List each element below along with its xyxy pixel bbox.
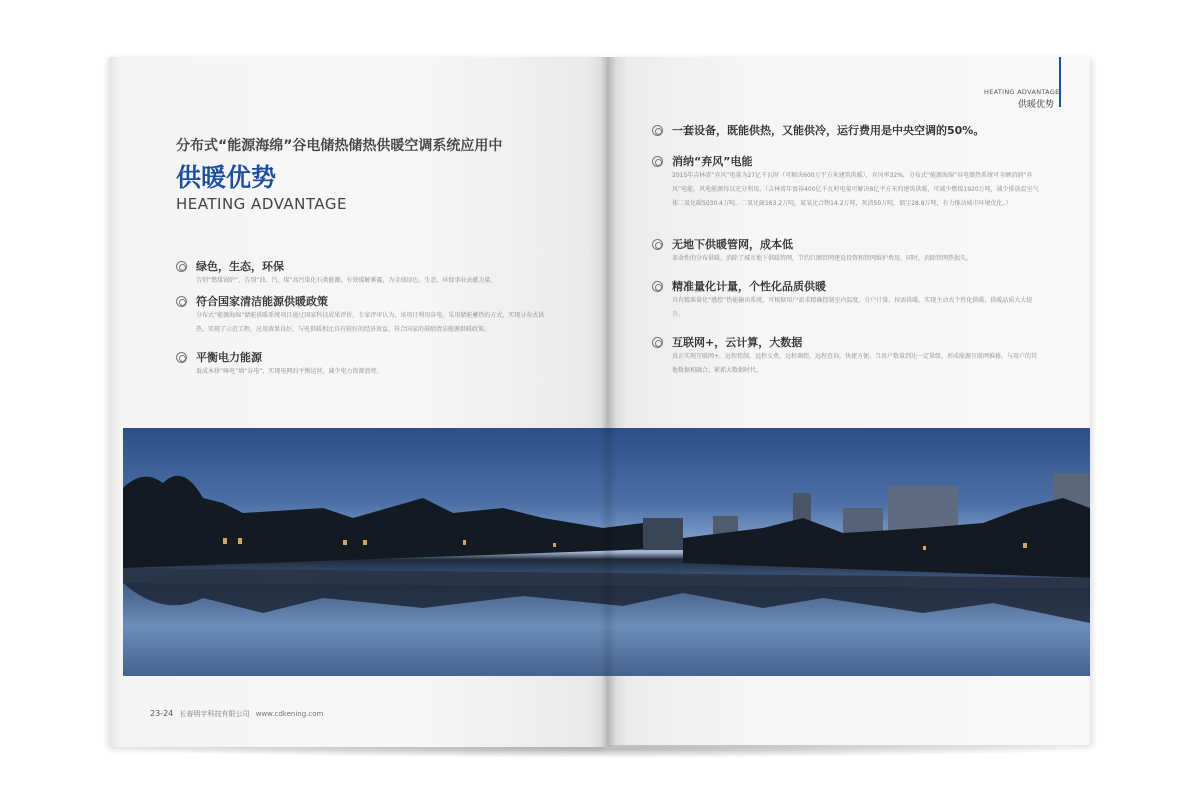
item-heading: 互联网+，云计算，大数据	[672, 336, 803, 349]
page-subtitle: 分布式“能源海绵”谷电储热储热供暖空调系统应用中	[176, 138, 503, 154]
circle-bullet-icon	[652, 125, 663, 136]
circle-bullet-icon	[176, 296, 187, 307]
item-heading: 平衡电力能源	[196, 351, 262, 364]
company-name: 长春明宇科技有限公司	[179, 710, 250, 718]
list-item	[176, 295, 556, 337]
list-item	[652, 336, 1042, 378]
item-body: 革命性的分布供暖，消除了城市地下供暖管网，节约巨额管网建设投资和管网维护费用，同时，消除管网热损失。	[672, 255, 973, 262]
item-body: 分布式“能源海绵”储能供暖系统项目通过国家科技成果评价，专家评审认为，该项目利用谷电，采用储能蓄热的方式，实现分布式供热，实现了示范工程，应用效果良好，与电供暖相比具有较好的经济效益，符合国家的鼓励清洁能源供暖政策。	[196, 312, 545, 333]
list-item	[652, 238, 1042, 266]
header-en: HEATING ADVANTAGE	[984, 88, 1060, 96]
item-heading: 绿色，生态，环保	[196, 260, 284, 273]
circle-bullet-icon	[652, 281, 663, 292]
item-heading: 消纳“弃风”电能	[672, 155, 753, 168]
list-item	[652, 155, 1042, 211]
item-body: 告别“燃煤锅炉”，告别“油、汽、煤”高污染化石类能源，有效缓解雾霾，为全球绿色、生态、环保事业贡献力量。	[196, 277, 497, 284]
circle-bullet-icon	[176, 261, 187, 272]
circle-bullet-icon	[176, 352, 187, 363]
item-heading: 精准量化计量，个性化品质供暖	[672, 280, 826, 293]
item-body: 2015年吉林省“弃风”电量为27亿千瓦时（可解决600万平方米建筑供暖），弃风率32%，分布式“能源海绵”谷电储热系统可全额消纳“弃风”电能，风电能源得以充分利用。（吉林省年富裕400亿千瓦时电量可解决8亿平方米的建筑供暖，可减少燃煤1920万吨，减少排放温室气体二氧化碳5030.4万吨，二氧化硫163.2万吨，氮氧化合物14.2万吨，灰渣50万吨，烟尘28.8万吨，有力推动城市环境优化。）	[672, 172, 1039, 207]
header-cn: 供暖优势	[1018, 100, 1055, 110]
book-gutter	[600, 57, 616, 747]
circle-bullet-icon	[652, 337, 663, 348]
list-item	[652, 280, 1042, 322]
item-body: 真正实现互联网+，远程控制，远程交费，远程调控，远程查询，快捷方便。当用户数量到达一定量级，形成能源互联网推移，与用户的其他数据相融合，紧抓大数据时代。	[672, 353, 1038, 374]
item-heading: 无地下供暖管网，成本低	[672, 238, 793, 251]
item-body: 低成本移“峰电”填“谷电”，实现电网的平衡运营，减少电力资源浪费。	[196, 368, 383, 375]
list-item	[652, 124, 1042, 138]
header-accent-bar	[1059, 57, 1061, 107]
page-title: 供暖优势	[176, 163, 277, 192]
list-item	[176, 351, 556, 379]
page-title-en: HEATING ADVANTAGE	[176, 195, 347, 213]
list-item	[176, 260, 556, 288]
item-heading: 一套设备，既能供热，又能供冷，运行费用是中央空调的50%。	[672, 124, 985, 137]
page-footer	[150, 709, 323, 719]
website-url: www.cdkening.com	[255, 710, 324, 718]
item-body: 具有精准量化“感控”热能输出系统，可根据用户需求精确控制室内温度，分户计量，按需供暖，实现主动式个性化供暖，供暖品质大大提升。	[672, 297, 1033, 318]
page-numbers: 23-24	[150, 709, 174, 718]
circle-bullet-icon	[652, 156, 663, 167]
item-heading: 符合国家清洁能源供暖政策	[196, 295, 328, 308]
circle-bullet-icon	[652, 239, 663, 250]
